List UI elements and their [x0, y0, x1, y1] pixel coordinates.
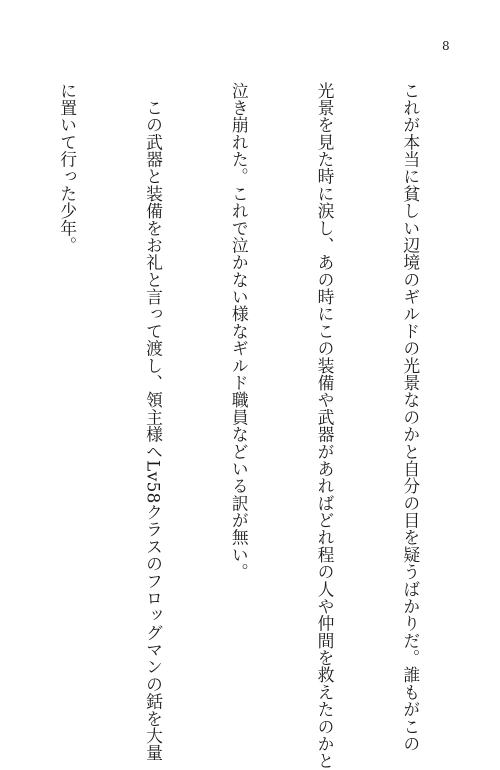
text-line: 光景を見た時に涙し、あの時にこの装備や武器があればどれ程の人や仲間を救えたのかと [315, 82, 336, 770]
text-line: これが本当に貧しい辺境のギルドの光景なのかと自分の目を疑うばかりだ。誰もがこの [400, 82, 421, 753]
page-number: 8 [442, 39, 450, 53]
text-line: 泣き崩れた。これで泣かない様なギルド職員などいる訳が無い。 [229, 82, 250, 581]
text-line: この武器と装備をお礼と言って渡し、領主様へLv58クラスのフロッグマンの銛を大量 [143, 82, 164, 762]
text-line: に置いて行った少年。 [57, 82, 78, 254]
body-text [0, 82, 482, 770]
